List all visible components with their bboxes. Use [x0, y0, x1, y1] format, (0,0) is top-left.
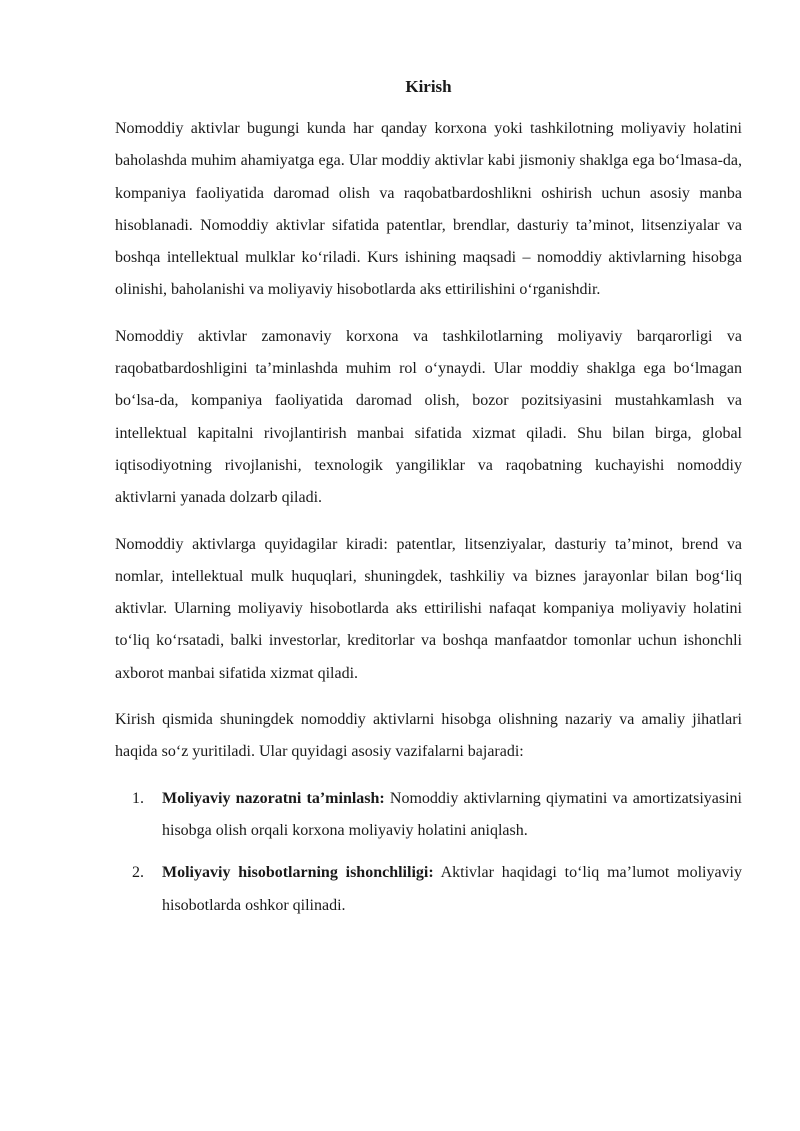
paragraph-1: Nomoddiy aktivlar bugungi kunda har qanday korxona yoki tashkilotning moliyaviy holatini baholashda muhim ahamiyatga ega. Ular moddiy aktivlar kabi jismoniy shaklga ega boʻlmasa-da, kompaniya faoliyatida daromad olish va raqobatbardoshlikni oshirish uchun asosiy manba hisoblanadi. Nomoddiy aktivlar sifatida patentlar, brendlar, dasturiy taʼminot, litsenziyalar va boshqa intellektual mulklar koʻriladi. Kurs ishining maqsadi – nomoddiy aktivlarning hisobga olinishi, baholanishi va moliyaviy hisobotlarda aks ettirilishini oʻrganishdir.: [115, 120, 742, 299]
list-item-lead: Moliyaviy nazoratni taʼminlash:: [162, 789, 385, 807]
paragraph-2: Nomoddiy aktivlar zamonaviy korxona va tashkilotlarning moliyaviy barqarorligi va raqobatbardoshligini taʼminlashda muhim rol oʻynaydi. Ular moddiy shaklga ega boʻlmagan boʻlsa-da, kompaniya faoliyatida daromad olish, bozor pozitsiyasini mustahkamlash va intellektual kapitalni rivojlantirish manbai sifatida xizmat qiladi. Shu bilan birga, global iqtisodiyotning rivojlanishi, texnologik yangiliklar va raqobatning kuchayishi nomoddiy aktivlarni yanada dolzarb qiladi.: [115, 327, 742, 507]
list-item-text: Aktivlar haqidagi toʻliq maʼlumot moliyaviy hisobotlarda oshkor qilinadi.: [162, 864, 743, 914]
task-list: [115, 783, 742, 922]
section-title: Kirish: [405, 77, 452, 96]
document-body: [115, 74, 742, 922]
list-item: [115, 783, 742, 848]
paragraph-3: Nomoddiy aktivlarga quyidagilar kiradi: patentlar, litsenziyalar, dasturiy taʼminot, brend va nomlar, intellektual mulk huquqlari, shuningdek, tashkiliy va biznes jarayonlar bilan bogʻliq aktivlar. Ularning moliyaviy hisobotlarda aks ettirilishi nafaqat kompaniya moliyaviy holatini toʻliq koʻrsatadi, balki investorlar, kreditorlar va boshqa manfaatdor tomonlar uchun ishonchli axborot manbai sifatida xizmat qiladi.: [115, 535, 742, 682]
list-item: [115, 857, 742, 922]
list-item-text: Nomoddiy aktivlarning qiymatini va amortizatsiyasini hisobga olish orqali korxona moliyaviy holatini aniqlash.: [162, 789, 743, 839]
list-item-number: 2.: [132, 864, 144, 882]
list-item-number: 1.: [132, 789, 144, 807]
list-item-lead: Moliyaviy hisobotlarning ishonchliligi:: [162, 864, 434, 882]
paragraph-4: Kirish qismida shuningdek nomoddiy aktivlarni hisobga olishning nazariy va amaliy jihatlari haqida soʻz yuritiladi. Ular quyidagi asosiy vazifalarni bajaradi:: [115, 711, 742, 761]
